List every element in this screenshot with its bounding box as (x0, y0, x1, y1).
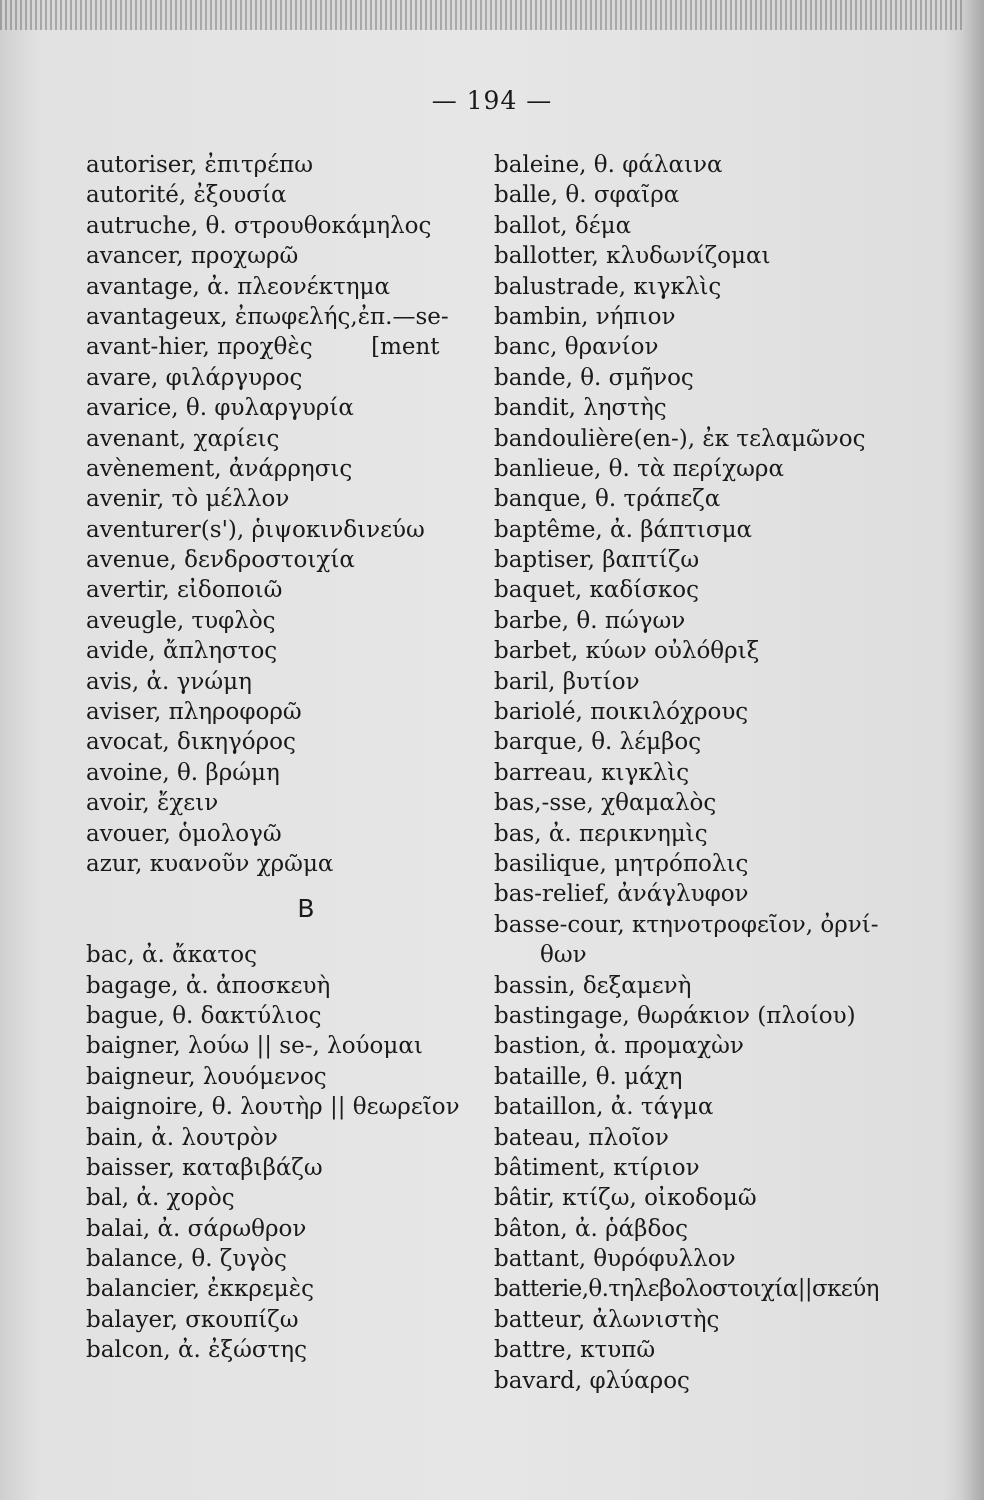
entry: aventurer(s'), ῥιψοκινδινεύω (86, 516, 425, 543)
entry: baquet, καδίσκος (494, 577, 700, 604)
entry: balancier, ἐκκρεμὲς (86, 1276, 314, 1303)
left-column (86, 150, 486, 1366)
entry: ballotter, κλυδωνίζομαι (494, 243, 771, 270)
entry: avant-hier, προχθὲς [ment (86, 334, 440, 361)
entry: aviser, πληροφορῶ (86, 699, 302, 726)
entry: bande, θ. σμῆνος (494, 364, 694, 391)
entry-continuation: θων (540, 942, 587, 969)
entry: baptême, ἀ. βάπτισμα (494, 516, 753, 543)
entry: balle, θ. σφαῖρα (494, 182, 680, 209)
entry: banlieue, θ. τὰ περίχωρα (494, 455, 784, 482)
entry: barreau, κιγκλὶς (494, 759, 690, 786)
entry: balcon, ἀ. ἐξώστης (86, 1337, 307, 1364)
entry: avenant, χαρίεις (86, 425, 280, 452)
entry: avare, φιλάργυρος (86, 364, 303, 391)
entry: balai, ἀ. σάρωθρον (86, 1215, 307, 1242)
entry: battant, θυρόφυλλον (494, 1246, 736, 1273)
entry: avantage, ἀ. πλεονέκτημα (86, 273, 391, 300)
entry: barbet, κύων οὐλόθριξ (494, 638, 760, 665)
entry: balayer, σκουπίζω (86, 1306, 299, 1333)
entry: bac, ἀ. ἄκατος (86, 942, 257, 969)
entry: basse-cour, κτηνοτροφεῖον, ὀρνί- (494, 911, 879, 938)
entry: avide, ἄπληστος (86, 638, 278, 665)
entry: batterie,θ.τηλεβολοστοιχία||σκεύη (494, 1276, 879, 1303)
entry: avouer, ὁμολογῶ (86, 820, 282, 847)
entry: banque, θ. τράπεζα (494, 486, 721, 513)
entry: banc, θρανίον (494, 334, 659, 361)
entry: avarice, θ. φυλαργυρία (86, 395, 354, 422)
entry: bandoulière(en-), ἐκ τελαμῶνος (494, 425, 866, 452)
entry: avis, ἀ. γνώμη (86, 668, 252, 695)
entry: bâtiment, κτίριον (494, 1154, 700, 1181)
entry: baptiser, βαπτίζω (494, 547, 700, 574)
entry: bariolé, ποικιλόχρους (494, 699, 749, 726)
entry: bague, θ. δακτύλιος (86, 1002, 322, 1029)
entry: baignoire, θ. λουτὴρ || θεωρεῖον (86, 1094, 460, 1121)
entry: autoriser, ἐπιτρέπω (86, 152, 313, 178)
entry: avenue, δενδροστοιχία (86, 547, 355, 574)
page-number: — 194 — (431, 86, 553, 115)
entry: avocat, δικηγόρος (86, 729, 296, 756)
entry: bas-relief, ἀνάγλυφον (494, 881, 749, 908)
entry: aveugle, τυφλὸς (86, 607, 276, 634)
entry: avantageux, ἐπωφελής,ἐπ.—se- (86, 303, 449, 330)
entry: battre, κτυπῶ (494, 1337, 656, 1364)
entry: bambin, νήπιον (494, 303, 676, 330)
entry: bas, ἀ. περικνημὶς (494, 820, 708, 847)
entry: bagage, ἀ. ἀποσκευὴ (86, 972, 331, 999)
entry: bassin, δεξαμενὴ (494, 972, 692, 999)
entry: avenir, τὸ μέλλον (86, 486, 290, 513)
top-border (0, 0, 984, 30)
entry: balustrade, κιγκλὶς (494, 273, 722, 300)
entry: avènement, ἀνάρρησις (86, 455, 353, 482)
entry: barque, θ. λέμβος (494, 729, 702, 756)
entry: balance, θ. ζυγὸς (86, 1246, 287, 1273)
entry: avertir, εἰδοποιῶ (86, 577, 283, 604)
entry: autorité, ἐξουσία (86, 182, 287, 209)
entry: bandit, ληστὴς (494, 395, 667, 422)
entry: avoine, θ. βρώμη (86, 759, 280, 786)
entry: azur, κυανοῦν χρῶμα (86, 850, 334, 877)
entry: bavard, φλύαρος (494, 1367, 690, 1394)
entry: autruche, θ. στρουθοκάμηλος (86, 212, 432, 239)
entry: bataille, θ. μάχη (494, 1063, 683, 1090)
entry: baril, βυτίον (494, 668, 640, 695)
entry: ballot, δέμα (494, 212, 632, 239)
page-edge (962, 0, 984, 1500)
entry: bâtir, κτίζω, οἰκοδομῶ (494, 1185, 757, 1212)
right-column (494, 150, 894, 1396)
entry: bas,-sse, χθαμαλὸς (494, 790, 717, 817)
entry: bain, ἀ. λουτρὸν (86, 1124, 278, 1151)
entry: baigneur, λουόμενος (86, 1063, 327, 1090)
entry: avancer, προχωρῶ (86, 243, 299, 270)
entry: avoir, ἔχειν (86, 790, 219, 817)
entry: batteur, ἀλωνιστὴς (494, 1306, 720, 1333)
entry: basilique, μητρόπολις (494, 850, 749, 877)
entry: bateau, πλοῖον (494, 1124, 669, 1151)
section-letter: B (297, 894, 315, 924)
entry: bastion, ἀ. προμαχὼν (494, 1033, 744, 1060)
entry: bastingage, θωράκιον (πλοίου) (494, 1002, 856, 1029)
entry: barbe, θ. πώγων (494, 607, 686, 634)
entry: baisser, καταβιβάζω (86, 1154, 323, 1181)
entry: baleine, θ. φάλαινα (494, 152, 723, 178)
entry: bataillon, ἀ. τάγμα (494, 1094, 714, 1121)
entry: bal, ἀ. χορὸς (86, 1185, 235, 1212)
entry: baigner, λούω || se-, λούομαι (86, 1033, 423, 1060)
entry: bâton, ἀ. ῥάβδος (494, 1215, 689, 1242)
